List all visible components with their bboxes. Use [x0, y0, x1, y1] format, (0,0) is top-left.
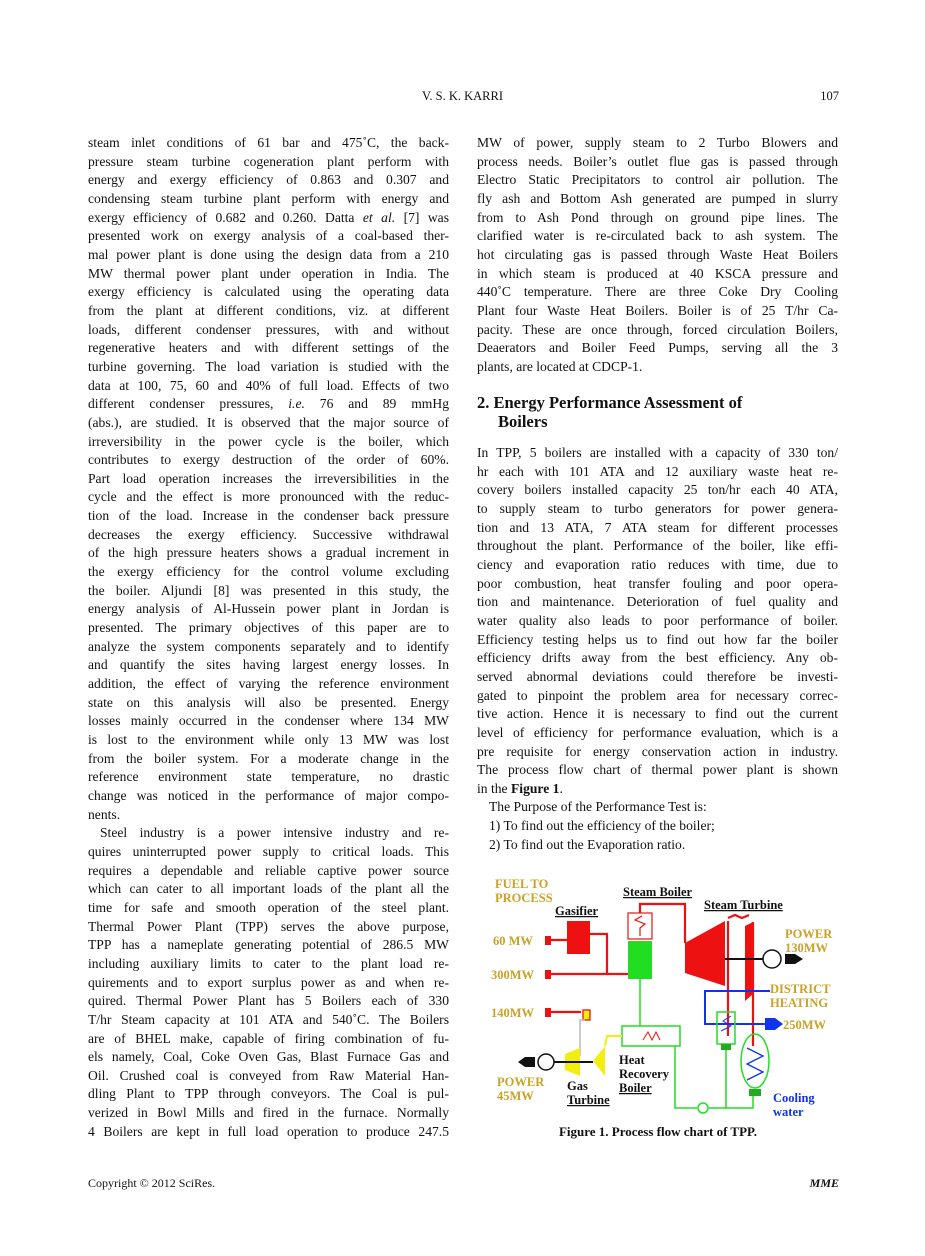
text-line — [88, 526, 449, 545]
text-segment: different condenser pressures, — [88, 396, 289, 412]
figure-label-mw130: 130MW — [785, 941, 829, 955]
text-segment: fly ash and Bottom Ash generated are pumped in slurry — [477, 190, 838, 206]
text-line — [88, 544, 449, 563]
generator-small-icon — [538, 1054, 554, 1070]
text-line — [88, 1104, 449, 1123]
text-line — [88, 750, 449, 769]
text-line — [477, 575, 838, 594]
figure-label-process: PROCESS — [495, 891, 553, 905]
text-line — [477, 190, 838, 209]
text-line — [477, 339, 838, 358]
text-line — [477, 209, 838, 228]
text-line — [477, 780, 838, 799]
gas-turbine — [593, 1046, 605, 1076]
text-segment: covery boilers installed capacity 25 ton/hr each 40 ATA, — [477, 482, 838, 498]
text-line — [88, 1123, 449, 1142]
text-segment: are of BHEL make, capable of firing combination of fu- — [88, 1030, 449, 1046]
text-line — [88, 675, 449, 694]
hp-turbine — [685, 921, 725, 986]
text-line — [477, 463, 838, 482]
text-segment: ciency and evaporation ratio reduces with time, due to — [477, 556, 838, 572]
text-segment: (abs.), are studied. It is observed that the major source of — [88, 414, 449, 430]
text-segment: pacity. These are once through, forced circulation Boilers, — [477, 321, 838, 337]
text-segment: the exergy efficiency for the control volume excluding — [88, 564, 449, 580]
text-segment: . — [559, 780, 563, 796]
text-segment: process needs. Boiler’s outlet flue gas is passed through — [477, 153, 838, 169]
text-line — [88, 134, 449, 153]
figure-label-gasifier: Gasifier — [555, 904, 599, 918]
text-line — [88, 395, 449, 414]
text-line — [88, 488, 449, 507]
gasifier-box — [567, 921, 590, 954]
text-segment: quired. Thermal Power Plant has 5 Boilers each of 330 — [88, 993, 449, 1009]
text-segment: data at 100, 75, 60 and 40% of full load. Effects of two — [88, 377, 449, 393]
text-line — [88, 768, 449, 787]
figure-label-power2: POWER — [497, 1075, 545, 1089]
text-line — [477, 593, 838, 612]
text-segment: loads, different condenser pressures, with and without — [88, 321, 449, 337]
section-heading-line2: Boilers — [498, 411, 548, 431]
figure-label-mw60: 60 MW — [493, 934, 533, 948]
text-segment: Steel industry is a power intensive industry and re- — [100, 825, 449, 841]
text-line — [477, 761, 838, 780]
text-segment: energy analysis of Al-Hussein power plant in Jordan is — [88, 601, 449, 617]
text-segment: reference environment state temperature, no drastic — [88, 769, 449, 785]
text-segment: steam inlet conditions of 61 bar and 475˚C, the back- — [88, 135, 449, 150]
text-line — [88, 283, 449, 302]
text-segment: to supply steam to turbo generators for power genera- — [477, 500, 838, 516]
text-line — [88, 880, 449, 899]
text-segment: pre requisite for energy conservation action in industry. — [477, 743, 838, 759]
text-segment: els namely, Coal, Coke Oven Gas, Blast Furnace Gas and — [88, 1049, 449, 1065]
text-line — [88, 1048, 449, 1067]
text-segment: mal power plant is done using the design data from a 210 — [88, 246, 449, 262]
text-segment: losses mainly occurred in the condenser where 134 MW — [88, 713, 449, 729]
text-segment: turbine governing. The load variation is studied with the — [88, 358, 449, 374]
section-heading-line1: 2. Energy Performance Assessment of — [477, 393, 743, 412]
emphasis-text: Figure 1 — [510, 780, 560, 796]
text-segment: of the high pressure heaters shows a gradual increment in — [88, 545, 449, 561]
text-line — [477, 265, 838, 284]
text-line — [88, 899, 449, 918]
text-segment: efficiency drifts away from the best efficiency. Any ob- — [477, 650, 838, 666]
arrow-60mw — [545, 936, 551, 945]
arrow-140mw — [545, 1008, 551, 1017]
figure-label-gas: Gas — [567, 1079, 588, 1093]
figure-label-mw250: 250MW — [783, 1018, 827, 1032]
text-line — [477, 537, 838, 556]
text-line — [88, 1085, 449, 1104]
text-line — [88, 265, 449, 284]
text-line — [88, 414, 449, 433]
figure-label-mw300: 300MW — [491, 968, 535, 982]
text-segment: 1) To find out the efficiency of the boiler; — [489, 818, 715, 834]
text-segment: 4 Boilers are kept in full load operation to produce 247.5 — [88, 1123, 449, 1139]
text-line — [88, 377, 449, 396]
boiler-box — [628, 941, 652, 979]
text-segment: verized in Bowl Mills and fired in the furnace. Normally — [88, 1105, 449, 1121]
text-segment: analyze the system components separately and to identify — [88, 638, 449, 654]
text-segment: dling Plant to TPP through conveyors. The Coal is pul- — [88, 1086, 449, 1102]
text-line — [88, 787, 449, 806]
text-segment: Deaerators and Boiler Feed Pumps, serving all the 3 — [477, 340, 838, 356]
text-segment: [7] was — [395, 209, 450, 225]
text-segment: is lost to the environment while only 13 MW was lost — [88, 732, 449, 747]
text-line — [477, 481, 838, 500]
figure-label-recovery: Recovery — [619, 1067, 669, 1081]
text-line — [88, 955, 449, 974]
figure-label-turbine: Turbine — [567, 1093, 610, 1107]
left-column — [88, 134, 449, 1141]
text-segment: and quantify the sites having largest energy losses. In — [88, 657, 449, 673]
text-segment: plants, are located at CDCP-1. — [477, 358, 643, 374]
arrow-300mw — [545, 970, 551, 979]
text-segment: the boiler. Aljundi [8] was presented in this study, the — [88, 582, 449, 598]
text-segment: tion of the load. Increase in the condenser back pressure — [88, 508, 449, 524]
text-segment: clarified water is re-circulated back to ash system. The — [477, 228, 838, 244]
text-segment: nents. — [88, 806, 121, 822]
text-segment: contributes to exergy destruction of the order of 60%. — [88, 452, 449, 468]
text-segment: In TPP, 5 boilers are installed with a capacity of 330 ton/ — [477, 445, 838, 460]
text-segment: poor combustion, heat transfer fouling and poor opera- — [477, 575, 838, 591]
text-segment: 2) To find out the Evaporation ratio. — [489, 836, 686, 852]
text-segment: from to Ash Pond through on ground pipe lines. The — [477, 209, 838, 225]
text-segment: requires a dependable and reliable captive power source — [88, 862, 449, 878]
power-out-arrow — [785, 954, 803, 964]
text-line — [88, 694, 449, 713]
figure-label-district: DISTRICT — [770, 982, 831, 996]
lp-turbine — [745, 922, 753, 1001]
figure-caption: Figure 1. Process flow chart of TPP. — [558, 1124, 758, 1139]
text-segment: level of efficiency for performance evaluation, which is a — [477, 724, 838, 740]
pump-icon — [698, 1103, 708, 1113]
text-segment: The Purpose of the Performance Test is: — [489, 799, 707, 815]
text-segment: exergy efficiency of 0.682 and 0.260. Datta — [88, 209, 363, 225]
right-column-section — [477, 444, 838, 854]
text-line — [88, 843, 449, 862]
text-segment: in the — [477, 780, 511, 796]
text-segment: cycle and the effect is more pronounced with the reduc- — [88, 489, 449, 505]
text-line — [88, 470, 449, 489]
text-line — [477, 358, 838, 377]
footer-copyright: Copyright © 2012 SciRes. — [88, 1176, 216, 1190]
figure-label-mw140: 140MW — [491, 1006, 535, 1020]
text-segment: irreversibility in the power cycle is the boiler, which — [88, 433, 449, 449]
text-line — [477, 705, 838, 724]
text-segment: T/hr Steam capacity at 101 ATA and 540˚C. The Boilers — [88, 1011, 449, 1027]
text-line — [88, 246, 449, 265]
text-segment: time for safe and smooth operation of the steel plant. — [88, 899, 449, 915]
figure-label-boiler: Boiler — [619, 1081, 652, 1095]
text-segment: decreases the exergy efficiency. Successive withdrawal — [88, 526, 449, 542]
text-segment: The process flow chart of thermal power plant is shown — [477, 762, 838, 778]
text-line — [477, 302, 838, 321]
figure-label-steam-boiler: Steam Boiler — [623, 885, 693, 899]
text-segment: MW thermal power plant under operation in India. The — [88, 265, 449, 281]
text-line — [477, 649, 838, 668]
emphasis-text: et al. — [362, 209, 396, 225]
text-segment: energy and exergy efficiency of 0.863 and 0.307 and — [88, 172, 449, 188]
text-segment: from the boiler system. For a moderate change in the — [88, 750, 449, 766]
text-line — [477, 246, 838, 265]
text-segment: throughout the plant. Performance of the boiler, like effi- — [477, 538, 838, 554]
text-line — [88, 209, 449, 228]
right-column-top — [477, 134, 838, 377]
text-line — [88, 731, 449, 750]
text-segment: tion and maintenance. Deterioration of fuel quality and — [477, 594, 838, 610]
text-line — [88, 190, 449, 209]
section-heading — [477, 394, 742, 431]
text-line — [477, 798, 838, 817]
text-segment: Efficiency testing helps us to find out how far the boiler — [477, 631, 838, 647]
text-line — [88, 451, 449, 470]
text-line — [88, 171, 449, 190]
text-line — [477, 134, 838, 153]
text-line — [88, 1030, 449, 1049]
text-segment: Electro Static Precipitators to control air pollution. The — [477, 172, 838, 188]
text-segment: tion and 13 ATA, 7 ATA steam for different processes — [477, 519, 838, 535]
text-segment: TPP has a nameplate generating potential of 286.5 MW — [88, 937, 449, 953]
text-line — [88, 918, 449, 937]
text-line — [477, 500, 838, 519]
text-line — [88, 227, 449, 246]
figure-label-mw45: 45MW — [497, 1089, 534, 1103]
figure-label-cooling: Cooling — [773, 1091, 815, 1105]
text-segment: 76 and 89 mmHg — [304, 396, 449, 412]
text-line — [88, 806, 449, 825]
text-line — [477, 227, 838, 246]
text-line — [88, 712, 449, 731]
figure-label-power: POWER — [785, 927, 833, 941]
text-segment: change was noticed in the performance of major compo- — [88, 787, 449, 803]
text-segment: regenerative heaters and with different settings of the — [88, 340, 449, 356]
text-line — [88, 656, 449, 675]
text-line — [477, 519, 838, 538]
text-line — [88, 339, 449, 358]
figure-label-heating: HEATING — [770, 996, 829, 1010]
text-segment: hr each with 101 ATA and 12 auxiliary waste heat re- — [477, 463, 838, 479]
text-line — [88, 992, 449, 1011]
text-line — [88, 1011, 449, 1030]
text-segment: tive action. Hence it is necessary to find out the current — [477, 706, 838, 722]
process-flow-figure — [485, 866, 845, 1126]
text-segment: in which steam is produced at 40 KSCA pressure and — [477, 265, 838, 281]
text-segment: quires uninterrupted power supply to critical loads. This — [88, 843, 449, 859]
figure-label-heat: Heat — [619, 1053, 645, 1067]
text-segment: presented. The primary objectives of this paper are to — [88, 620, 449, 636]
text-line — [477, 724, 838, 743]
text-segment: served abnormal deviations could therefore be investi- — [477, 668, 838, 684]
text-line — [88, 153, 449, 172]
text-line — [88, 619, 449, 638]
text-line — [477, 153, 838, 172]
text-segment: addition, the effect of varying the reference environment — [88, 676, 449, 692]
text-segment: presented work on exergy analysis of a coal-based ther- — [88, 228, 449, 244]
text-segment: state on this analysis will also be presented. Energy — [88, 694, 449, 710]
footer-journal: MME — [809, 1176, 839, 1190]
text-segment: Thermal Power Plant (TPP) serves the above purpose, — [88, 918, 449, 934]
text-segment: quirements and to export surplus power as and when re- — [88, 974, 449, 990]
text-segment: pressure steam turbine cogeneration plant perform with — [88, 153, 449, 169]
figure-label-water: water — [773, 1105, 804, 1119]
text-segment: exergy efficiency is calculated using the operating data — [88, 284, 449, 300]
text-line — [88, 824, 449, 843]
text-line — [477, 444, 838, 463]
text-line — [88, 321, 449, 340]
text-line — [88, 582, 449, 601]
text-line — [88, 433, 449, 452]
text-line — [477, 321, 838, 340]
text-line — [88, 974, 449, 993]
figure-label-steam-turbine: Steam Turbine — [704, 898, 783, 912]
text-line — [477, 631, 838, 650]
text-segment: 440˚C temperature. There are three Coke Dry Cooling — [477, 284, 838, 300]
text-line — [88, 358, 449, 377]
text-line — [477, 836, 838, 855]
heating-arrow — [765, 1018, 783, 1030]
text-line — [477, 556, 838, 575]
text-line — [88, 936, 449, 955]
text-line — [477, 743, 838, 762]
text-line — [477, 817, 838, 836]
emphasis-text: i.e. — [288, 396, 305, 412]
text-segment: which can cater to all important loads of the plant all the — [88, 881, 449, 897]
running-header-author: V. S. K. KARRI — [421, 89, 504, 103]
text-segment: gated to pinpoint the problem area for necessary correc- — [477, 687, 838, 703]
page-number: 107 — [820, 89, 839, 103]
text-line — [477, 283, 838, 302]
text-line — [477, 668, 838, 687]
text-segment: hot circulating gas is passed through Waste Heat Boilers — [477, 246, 838, 262]
text-segment: from the plant at different conditions, viz. at different — [88, 302, 449, 318]
text-line — [88, 302, 449, 321]
text-segment: condensing steam turbine plant perform with energy and — [88, 190, 449, 206]
text-line — [477, 612, 838, 631]
text-line — [88, 600, 449, 619]
text-segment: water quality also leads to poor performance of boiler. — [477, 612, 838, 628]
text-line — [88, 1067, 449, 1086]
text-line — [88, 638, 449, 657]
text-segment: Part load operation increases the irreversibilities in the — [88, 470, 449, 486]
generator-icon — [763, 950, 781, 968]
text-segment: Oil. Crushed coal is conveyed from Raw Material Han- — [88, 1067, 449, 1083]
text-line — [88, 563, 449, 582]
text-segment: Plant four Waste Heat Boilers. Boiler is of 25 T/hr Ca- — [477, 302, 838, 318]
text-segment: including auxiliary limits to cater to the plant load re- — [88, 955, 449, 971]
figure-label-fuel-to: FUEL TO — [495, 877, 549, 891]
text-line — [88, 862, 449, 881]
text-segment: MW of power, supply steam to 2 Turbo Blowers and — [477, 135, 838, 150]
text-line — [477, 687, 838, 706]
power-out-arrow-2 — [518, 1057, 535, 1067]
text-line — [477, 171, 838, 190]
combustor — [583, 1010, 590, 1020]
text-line — [88, 507, 449, 526]
